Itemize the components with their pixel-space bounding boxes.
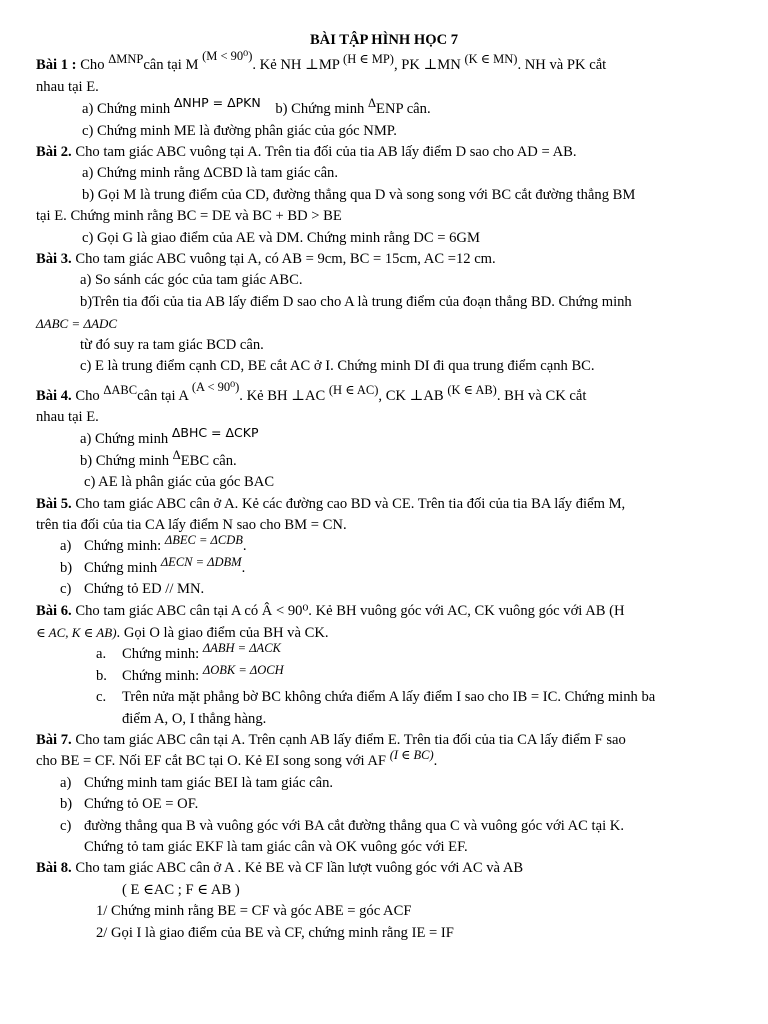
equation: ΔABH = ΔACK [202,641,281,656]
angle-condition: (M < 90⁰) [202,49,253,64]
triangle-symbol: ΔABC [103,382,138,397]
exercise-6-statement: Bài 6. Cho tam giác ABC cân tại A có Â < 90⁰. Kẻ BH vuông góc với AC, CK vuông góc với AB (H [36,602,625,619]
angle-condition: (A < 90⁰) [191,379,240,394]
exercise-2-statement: Bài 2. Cho tam giác ABC vuông tại A. Trên tia đối của tia AB lấy điểm D sao cho AD = AB. [36,144,577,161]
document-page: BÀI TẬP HÌNH HỌC 7 Bài 1 : Cho ΔMNPcân tại M (M < 90⁰). Kẻ NH ⊥MP (H ∈ MP), PK ⊥MN (K ∈ MN). NH và PK cắt nhau tại E. a) Chứng minh ΔNHP = ΔPKN b) Chứng minh ΔENP cân. c) Chứng minh ME là đường phân giác của góc NMP. Bài 2. Cho tam giác ABC vuông tại A. Trên tia đối của tia AB lấy điểm D sao cho AD = AB. a) Chứng minh rằng ΔCBD là tam giác cân. b) Gọi M là trung điểm của CD, đường thẳng qua D và song song với BC cắt đường thẳng BM tại E. Chứng minh rằng BC = DE và BC + BD > BE c) Gọi G là giao điểm của AE và DM. Chứng minh rằng DC = 6GM Bài 3. Cho tam giác ABC vuông tại A, có AB = 9cm, BC = 15cm, AC =12 cm. a) So sánh các góc của tam giác ABC. b)Trên tia đối của tia AB lấy điểm D sao cho A là trung điểm của đoạn thẳng BD. Chứng minh ΔABC = ΔADC từ đó suy ra tam giác BCD cân. c) E là trung điểm cạnh CD, BE cắt AC ở I. Chứng minh DI đi qua trung điểm cạnh BC. Bài 4. Cho ΔABCcân tại A (A < 90⁰). Kẻ BH ⊥AC (H ∈ AC), CK ⊥AB (K ∈ AB). BH và CK cắt nhau tại E. a) Chứng minh ΔBHC = ΔCKP b) Chứng minh ΔEBC cân. c) AE là phân giác của góc BAC Bài 5. Cho tam giác ABC cân ở A. Kẻ các đường cao BD và CE. Trên tia đối của tia BA lấy điểm M, trên tia đối của tia CA lấy điểm N sao cho BM = CN. a) Chứng minh: ΔBEC = ΔCDB. b) Chứng minh ΔECN = ΔDBM. c) Chứng tỏ ED // MN. Bài 6. Cho tam giác ABC cân tại A có Â < 90⁰. Kẻ BH vuông góc với AC, CK vuông góc với AB (H ∈ AC, K ∈ AB). Gọi O là giao điểm của BH và CK. a. Chứng minh: ΔABH = ΔACK b. Chứng minh: ΔOBK = ΔOCH c. Trên nửa mặt phẳng bờ BC không chứa điểm A lấy điểm I sao cho IB = IC. Chứng minh ba điểm A, O, I thẳng hàng. Bài 7. Cho tam giác ABC cân tại A. Trên cạnh AB lấy điểm E. Trên tia đối của tia CA lấy điểm F sao cho BE = CF. Nối EF cắt BC tại O. Kẻ EI song song với AF (I ∈ BC). a) Chứng minh tam giác BEI là tam giác cân. b) Chứng tỏ OE = OF. c) đường thẳng qua B và vuông góc với BA cắt đường thẳng qua C và vuông góc với AC tại K. Chứng tỏ tam giác EKF là tam giác cân và OK vuông góc với EF. Bài 8. Cho tam giác ABC cân ở A . Kẻ BE và CF lần lượt vuông góc với AC và AB ( E ∈AC ; F ∈ AB ) 1/ Chứng minh rằng BE = CF và góc ABE = góc ACF 2/ Gọi I là giao điểm của BE và CF, chứng minh rằng IE = IF [0,0,768,1024]
equation: (I ∈ BC) [389,748,434,763]
exercise-1-heading: Bài 1 : [36,57,77,74]
exercise-8-statement: Bài 8. Cho tam giác ABC cân ở A . Kẻ BE và CF lần lượt vuông góc với AC và AB [36,860,524,877]
exercise-5-statement: Bài 5. Cho tam giác ABC cân ở A. Kẻ các đường cao BD và CE. Trên tia đối của tia BA lấy điểm M, [36,495,626,512]
exercise-2-heading: Bài 2. [36,144,72,161]
exercise-4-heading: Bài 4. [36,387,72,404]
exercise-1-statement: Bài 1 : Cho ΔMNPcân tại M (M < 90⁰). Kẻ NH ⊥MP (H ∈ MP), PK ⊥MN (K ∈ MN). NH và PK cắt [36,49,607,74]
exercise-5-heading: Bài 5. [36,495,72,512]
exercise-6-heading: Bài 6. [36,602,72,619]
exercise-3-statement: Bài 3. Cho tam giác ABC vuông tại A, có AB = 9cm, BC = 15cm, AC =12 cm. [36,251,496,268]
exercise-4-statement: Bài 4. Cho ΔABCcân tại A (A < 90⁰). Kẻ BH ⊥AC (H ∈ AC), CK ⊥AB (K ∈ AB). BH và CK cắt [36,379,587,404]
exercise-1-part-a-b: a) Chứng minh ΔNHP = ΔPKN b) Chứng minh ΔENP cân. [82,95,431,118]
exercise-7-statement: Bài 7. Cho tam giác ABC cân tại A. Trên cạnh AB lấy điểm E. Trên tia đối của tia CA lấy điểm F sao [36,732,626,748]
exercise-8-heading: Bài 8. [36,860,72,877]
equation: ΔABC = ΔADC [36,316,118,332]
equation: ∈ AC, K ∈ AB) [36,624,117,640]
equation: ΔNHP = ΔPKN [173,95,261,111]
exercise-3-heading: Bài 3. [36,251,72,268]
triangle-symbol: ΔMNP [108,52,144,67]
equation: ΔOBK = ΔOCH [202,662,284,677]
equation: ΔBEC = ΔCDB [164,533,243,548]
exercise-7-heading: Bài 7. [36,732,72,748]
equation: ΔECN = ΔDBM [160,554,242,569]
equation: ΔBHC = ΔCKP [171,425,259,441]
document-title: BÀI TẬP HÌNH HỌC 7 [309,32,459,48]
